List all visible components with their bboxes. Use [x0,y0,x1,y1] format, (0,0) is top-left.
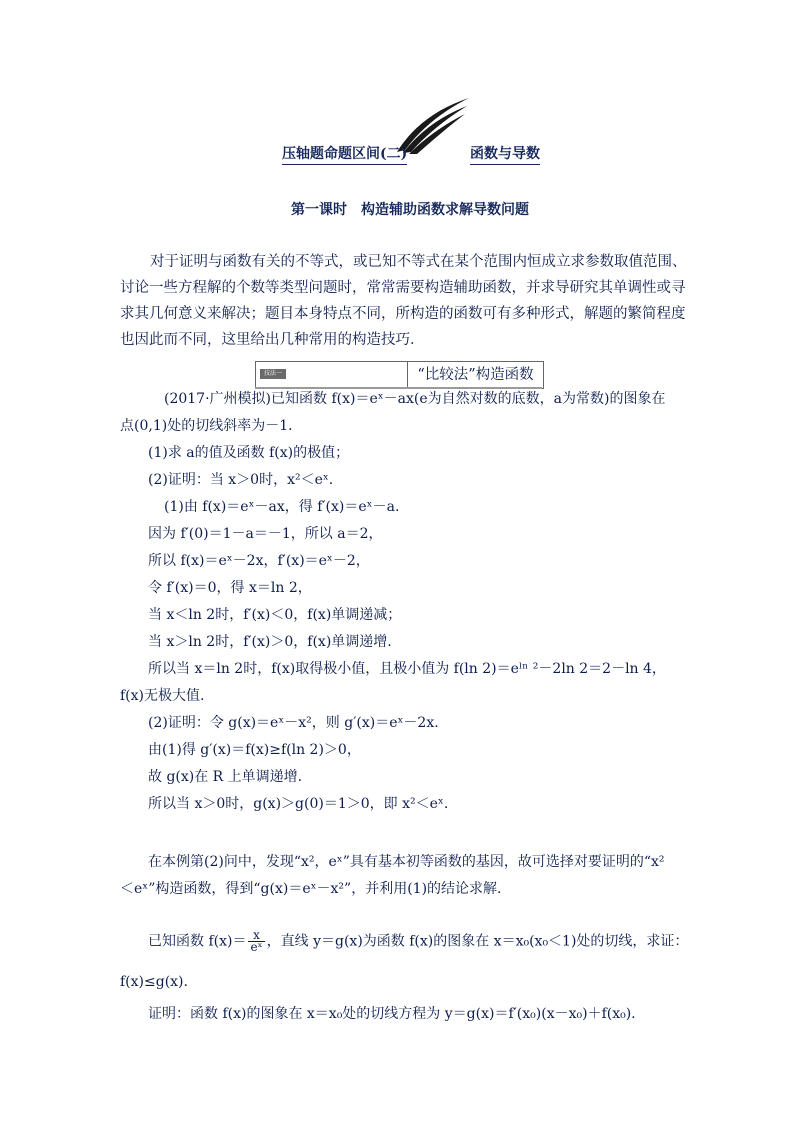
example2-suffix: ，直线 y＝g(x)为函数 f(x)的图象在 x＝x₀(x₀＜1)处的切线，求证： [266,933,689,950]
solution1-line-10: 由(1)得 g′(x)＝f(x)≥f(ln 2)＞0， [148,742,361,758]
solution1-line-4: 令 f′(x)＝0，得 x＝ln 2， [148,580,312,596]
example1-line-1: (2017·广州模拟)已知函数 f(x)＝eˣ－ax(e为自然对数的底数，a为常数)的图象在 [164,391,666,407]
solution1-line-11: 故 g(x)在 R 上单调递增. [148,769,303,785]
solution1-line-8: f(x)无极大值. [120,688,205,704]
intro-line-2: 讨论一些方程解的个数等类型问题时，常常需要构造辅助函数，并求导研究其单调性或寻 [120,280,686,296]
technique-title: “比较法”构造函数 [407,361,544,389]
fraction [248,930,264,953]
solution1-line-7: 所以当 x＝ln 2时，f(x)取得极小值，且极小值为 f(ln 2)＝eˡⁿ ²－2ln 2＝2－ln 4， [148,661,666,677]
intro-line-1: 对于证明与函数有关的不等式，或已知不等式在某个范围内恒成立求参数取值范围、 [150,254,687,270]
section-title-left: 压轴题命题区间(二) [282,143,407,165]
solution1-line-9: (2)证明：令 g(x)＝eˣ－x²，则 g′(x)＝eˣ－2x. [148,715,439,731]
solution1-line-3: 所以 f(x)＝eˣ－2x，f′(x)＝eˣ－2， [148,553,370,569]
lesson-subtitle: 第一课时 构造辅助函数求解导数问题 [291,202,529,218]
solution1-line-12: 所以当 x＞0时，g(x)＞g(0)＝1＞0，即 x²＜eˣ. [148,796,449,812]
technique-tag: 技法一 [260,369,286,379]
example1-line-2: 点(0,1)处的切线斜率为－1． [120,418,303,434]
solution1-line-1: (1)由 f(x)＝eˣ－ax，得 f′(x)＝eˣ－a. [164,499,400,515]
intro-line-4: 也因此而不同，这里给出几种常用的构造技巧． [120,332,425,348]
example2-prefix: 已知函数 f(x)＝ [148,933,247,950]
fraction-denominator: eˣ [250,940,263,954]
proof2-line-1: 证明：函数 f(x)的图象在 x＝x₀处的切线方程为 y＝g(x)＝f′(x₀)(x－x₀)＋f(x₀). [148,1006,636,1022]
remark-line-2: ＜eˣ”构造函数，得到“g(x)＝eˣ－x²”，并利用(1)的结论求解. [120,881,502,897]
solution1-line-5: 当 x＜ln 2时，f′(x)＜0，f(x)单调递减； [148,607,402,623]
example2-line-2: f(x)≤g(x). [120,974,188,990]
intro-line-3: 求其几何意义来解决；题目本身特点不同，所构造的函数可有多种形式，解题的繁简程度 [120,306,686,322]
example1-line-3: (1)求 a的值及函数 f(x)的极值； [148,445,350,461]
technique-banner [255,361,408,389]
fraction-numerator: x [248,930,264,942]
section-title-right: 函数与导数 [470,143,540,165]
solution1-line-2: 因为 f′(0)＝1－a＝－1，所以 a＝2， [148,526,383,542]
example2-line-1 [148,930,688,953]
solution1-line-6: 当 x＞ln 2时，f′(x)＞0，f(x)单调递增. [148,634,392,650]
example1-line-4: (2)证明：当 x＞0时，x²＜eˣ. [148,472,334,488]
remark-line-1: 在本例第(2)问中，发现“x²，eˣ”具有基本初等函数的基因，故可选择对要证明的“x² [148,854,665,870]
